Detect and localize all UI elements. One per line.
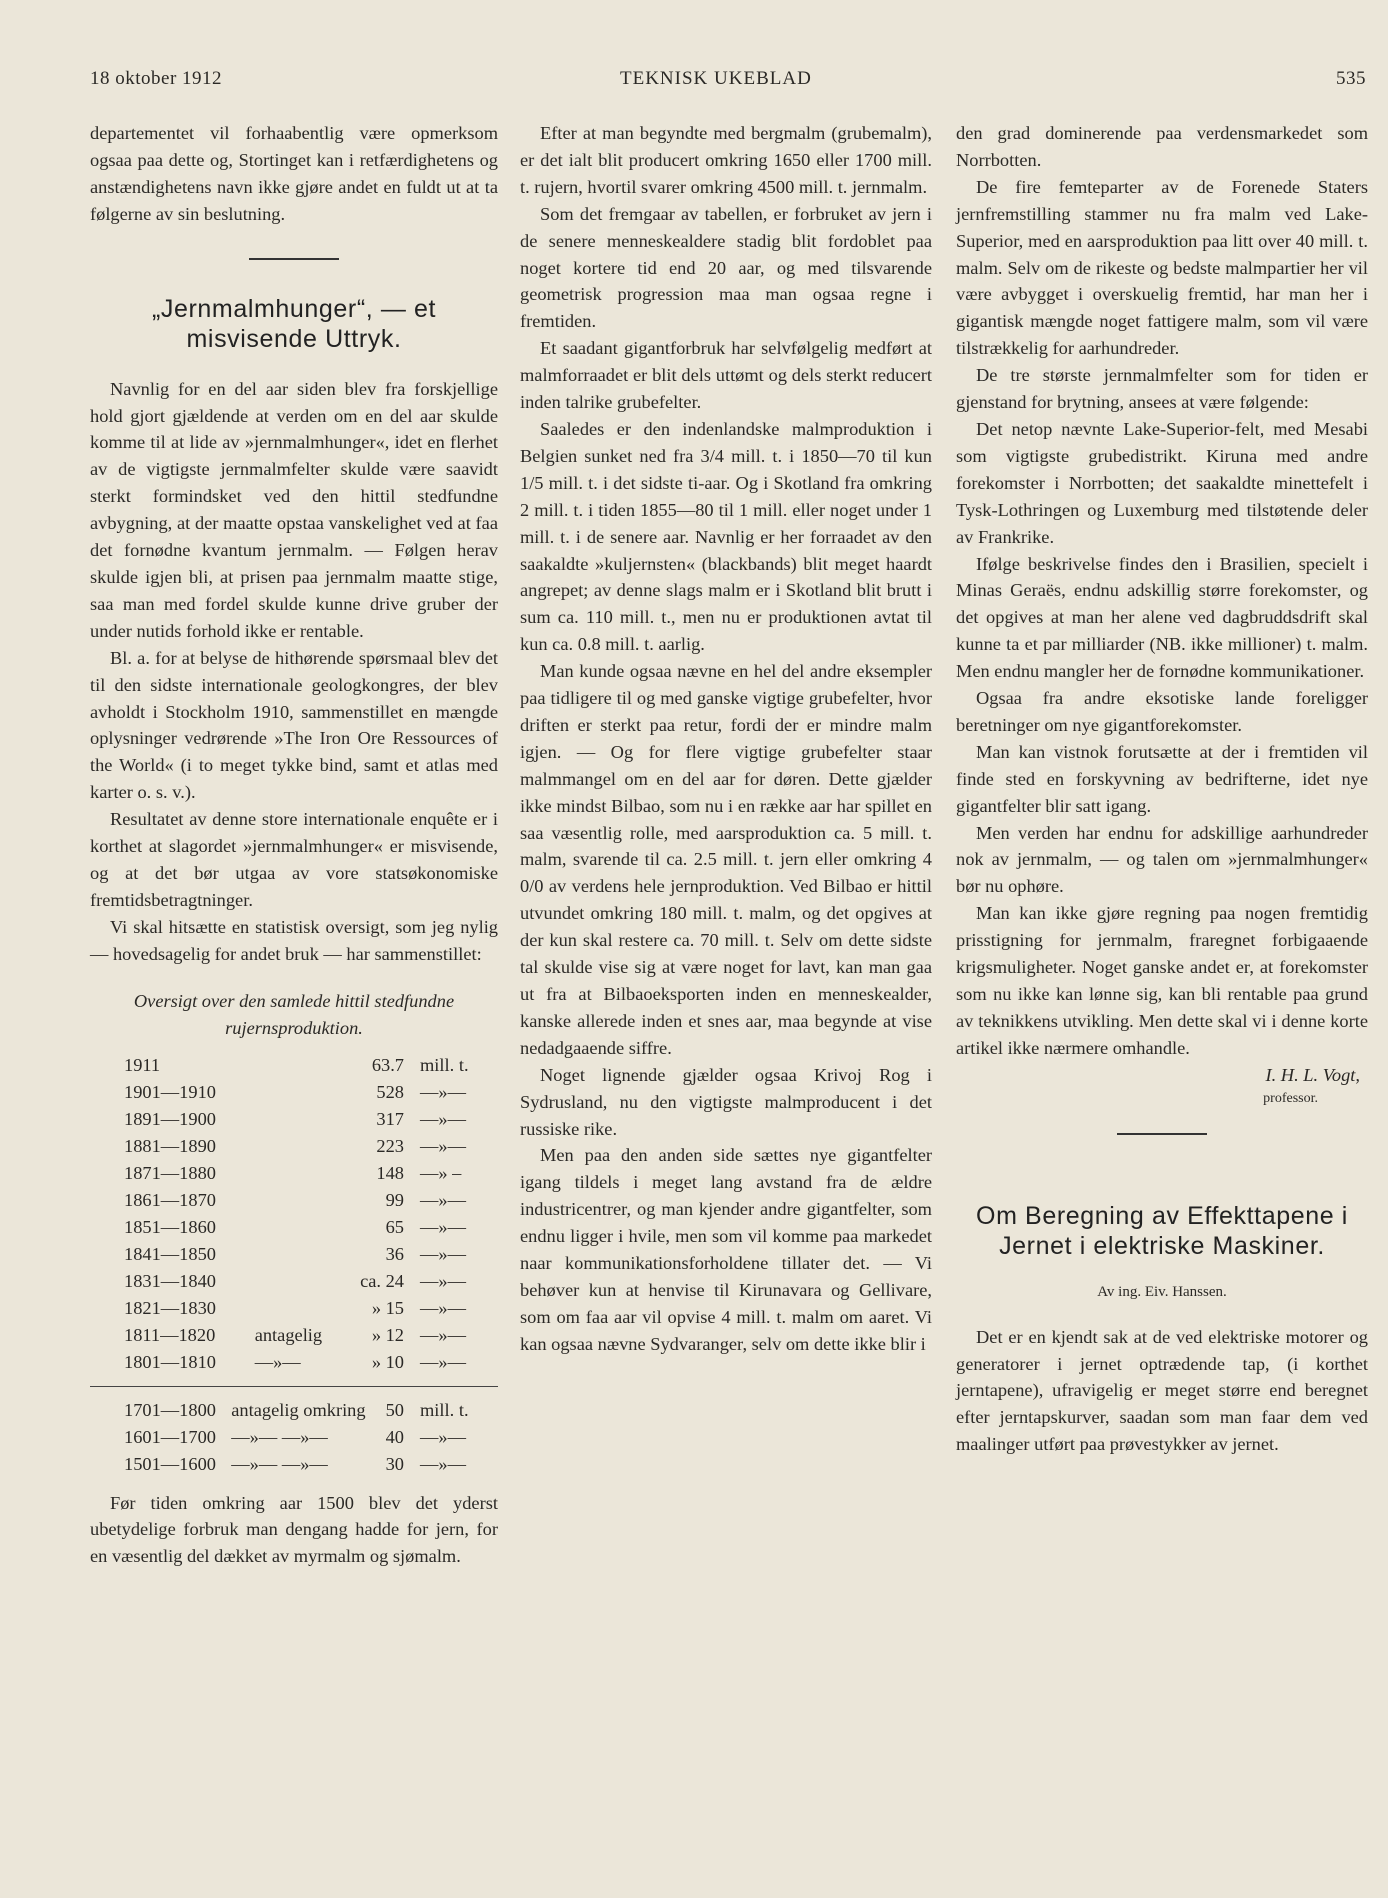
- row-value: ca. 24: [360, 1270, 404, 1291]
- row-note: [255, 1106, 343, 1133]
- row-value: 30: [385, 1453, 404, 1474]
- row-years: 1871—1880: [124, 1162, 216, 1183]
- row-note: —»—: [254, 1351, 301, 1372]
- row-years: 1911: [124, 1054, 161, 1075]
- table-row: [90, 1133, 498, 1160]
- row-unit: —»—: [420, 1297, 466, 1318]
- table-caption: Oversigt over den samlede hittil stedfundne rujernsproduktion.: [133, 990, 455, 1038]
- row-note: [255, 1214, 343, 1241]
- row-years: 1841—1850: [124, 1243, 216, 1264]
- paragraph: Et saadant gigantforbruk har selvfølgelig medført at malmforraadet er blit dels uttømt og dels sterkt reducert inden talrike grubefelter.: [520, 338, 932, 413]
- paragraph: Saaledes er den indenlandske malmproduktion i Belgien sunket ned fra 3/4 mill. t. i 1850—70 til kun 1/5 mill. t. i det sidste ti-aar. Og i Skotland fra omkring 2 mill. t. i tiden 1855—80 til 1 mill. eller noget under 1 mill. t. i de senere aar. Navnlig er her forraadet av den saakaldte »kuljernsten« (blackbands) blit meget haardt angrepet; av denne slags malm er i Skotland blit brutt i sum ca. 110 mill. t., men nu er produktionen avtat til kun ca. 0.8 mill. t. aarlig.: [520, 418, 932, 655]
- paragraph: Man kan vistnok forutsætte at der i fremtiden vil finde sted en forskyvning av bedrifterne, idet nye gigantfelter blir satt igang.: [956, 741, 1368, 816]
- paragraph: Efter at man begyndte med bergmalm (grubemalm), er det ialt blit producert omkring 1650 eller 1700 mill. t. rujern, hvortil svarer omkring 4500 mill. t. jernmalm.: [520, 123, 932, 197]
- page-header: [90, 68, 1366, 98]
- row-years: 1891—1900: [124, 1108, 216, 1129]
- table-row: [90, 1349, 498, 1376]
- paragraph: Ifølge beskrivelse findes den i Brasilien, specielt i Minas Geraës, endnu adskillig større forekomster, og det opgives at man her alene ved dagbruddsdrift skal kunne ta et par milliarder (NB. ikke millioner) t. malm. Men endnu mangler her de fornødne kommunikationer.: [956, 553, 1368, 682]
- paragraph: Før tiden omkring aar 1500 blev det yderst ubetydelige forbruk man dengang hadde for jern, for en væsentlig del dækket av myrmalm og sjømalm.: [90, 1492, 498, 1567]
- paragraph: departementet vil forhaabentlig være opmerksom ogsaa paa dette og, Stortinget kan i retfærdighetens og anstændighetens navn ikke gjøre andet en fuldt ut at ta følgerne av sin beslutning.: [90, 123, 498, 224]
- paragraph: Resultatet av denne store internationale enquête er i korthet at slagordet »jernmalmhunger« er misvisende, og at det bør utgaa av vore statsøkonomiske fremtidsbetragtninger.: [90, 809, 498, 910]
- table-row: [90, 1451, 498, 1478]
- row-unit: mill. t.: [420, 1399, 469, 1420]
- paragraph: Ogsaa fra andre eksotiske lande foreligger beretninger om nye gigantforekomster.: [956, 688, 1368, 735]
- row-years: 1701—1800: [124, 1399, 216, 1420]
- issue-date: 18 oktober 1912: [90, 68, 223, 89]
- row-years: 1821—1830: [124, 1297, 216, 1318]
- row-note: [255, 1295, 343, 1322]
- article-title: Om Beregning av Effekttapene i Jernet i elektriske Maskiner.: [976, 1201, 1348, 1260]
- row-value: 63.7: [371, 1054, 404, 1075]
- row-years: 1901—1910: [124, 1081, 216, 1102]
- row-years: 1801—1810: [124, 1351, 216, 1372]
- table-row: [90, 1424, 498, 1451]
- table-row: [90, 1322, 498, 1349]
- paragraph: Det er en kjendt sak at de ved elektriske motorer og generatorer i jernet optrædende tap, (i korthet jerntapene), ufravigelig er meget større end beregnet efter jerntapskurver, saadan som man faar dem ved maalinger utført paa prøvestykker av jernet.: [956, 1326, 1368, 1455]
- article-title: „Jernmalmhunger“, — et misvisende Uttryk.: [151, 294, 437, 353]
- row-note: —»— —»—: [231, 1426, 328, 1447]
- row-value: » 15: [371, 1297, 404, 1318]
- row-note: [255, 1268, 343, 1295]
- paragraph: Navnlig for en del aar siden blev fra forskjellige hold gjort gjældende at verden om en del aar skulde komme til at lide av »jernmalmhunger«, idet en flerhet av de vigtigste jernmalmfelter skulde være saavidt sterkt formindsket ved den hittil stedfundne avbygning, at der maatte opstaa vanskelighet ved at faa det fornødne kvantum jernmalm. — Følgen herav skulde igjen bli, at prisen paa jernmalm maatte stige, saa man med fordel skulde kunne drive gruber der under nutids forhold ikke er rentable.: [90, 378, 498, 641]
- paragraph: Bl. a. for at belyse de hithørende spørsmaal blev det til den sidste internationale geologkongres, der blev avholdt i Stockholm 1910, sammenstillet en mængde oplysninger vedrørende »The Iron Ore Ressources of the World« (i to meget tykke bind, samt et atlas med karter o. s. v.).: [90, 647, 498, 803]
- row-value: 50: [385, 1399, 404, 1420]
- row-value: » 10: [371, 1351, 404, 1372]
- journal-name: TEKNISK UKEBLAD: [620, 68, 812, 89]
- row-unit: —»—: [420, 1324, 466, 1345]
- row-value: » 12: [371, 1324, 404, 1345]
- table-row: [90, 1214, 498, 1241]
- table-row: [90, 1295, 498, 1322]
- table-row: [90, 1079, 498, 1106]
- page-number: 535: [1336, 68, 1366, 89]
- row-unit: —»—: [420, 1081, 466, 1102]
- table-rule: [90, 1386, 498, 1387]
- paragraph: Noget lignende gjælder ogsaa Krivoj Rog i Sydrusland, nu den vigtigste malmproducent i det russiske rike.: [520, 1064, 932, 1139]
- row-note: [255, 1052, 343, 1079]
- row-unit: —»—: [420, 1216, 466, 1237]
- table-row: [90, 1106, 498, 1133]
- row-years: 1501—1600: [124, 1453, 216, 1474]
- table-row: [90, 1241, 498, 1268]
- row-years: 1811—1820: [124, 1324, 216, 1345]
- paragraph: Men verden har endnu for adskillige aarhundreder nok av jernmalm, — og talen om »jernmalmhunger« bør nu ophøre.: [956, 822, 1368, 897]
- row-unit: —»—: [420, 1270, 466, 1291]
- author-signature: I. H. L. Vogt,: [1265, 1064, 1360, 1085]
- article-byline: Av ing. Eiv. Hanssen.: [1097, 1283, 1227, 1300]
- author-title: professor.: [1263, 1090, 1318, 1106]
- row-years: 1601—1700: [124, 1426, 216, 1447]
- paragraph: De fire femteparter av de Forenede Staters jernfremstilling stammer nu fra malm ved Lake-Superior, med en aarsproduktion paa litt over 40 mill. t. malm. Selv om de rikeste og bedste malmpartier her vil være avbygget i overskuelig fremtid, har man her i gigantisk mængde noget fattigere malm, som vil være tilstrækkelig for aarhundreder.: [956, 176, 1368, 359]
- row-note: antagelig omkring: [231, 1399, 366, 1420]
- table-row: [90, 1160, 498, 1187]
- row-years: 1831—1840: [124, 1270, 216, 1291]
- row-unit: —»—: [420, 1108, 466, 1129]
- paragraph: Man kan ikke gjøre regning paa nogen fremtidig prisstigning for jernmalm, fraregnet forbigaaende krigsmuligheter. Noget ganske andet er, at forekomster som nu ikke kan lønne sig, kan bli rentable paa grund av teknikkens utvikling. Men dette skal vi i denne korte artikel ikke nærmere omhandle.: [956, 903, 1368, 1058]
- row-note: [255, 1079, 343, 1106]
- row-value: 223: [376, 1135, 404, 1156]
- row-value: 317: [376, 1108, 404, 1129]
- paragraph: Vi skal hitsætte en statistisk oversigt, som jeg nylig — hovedsagelig for andet bruk — har sammenstillet:: [90, 916, 498, 964]
- row-unit: —»—: [420, 1453, 466, 1474]
- paragraph: Man kunde ogsaa nævne en hel del andre eksempler paa tidligere til og med ganske vigtige grubefelter, hvor driften er sterkt paa retur, fordi der er mindre malm igjen. — Og for flere vigtige grubefelter staar malmmangel om en del aar for døren. Dette gjælder ikke mindst Bilbao, som nu i en række aar har spillet en saa væsentlig rolle, med aarsproduktion ca. 5 mill. t. malm, svarende til ca. 2.5 mill. t. jern eller omkring 4 0/0 av verdens hele jernproduktion. Ved Bilbao er hittil utvundet omkring 180 mill. t. malm, og det opgives at der kun skal restere ca. 70 mill. t. Selv om dette sidste tal skulde vise sig at være noget for lavt, kan man gaa ut fra at Bilbaoeksporten inden en menneskealder, kanske allerede inden et snes aar, maa begynde at vise nedadgaaende siffre.: [520, 661, 932, 1058]
- row-unit: —» –: [420, 1162, 462, 1183]
- row-value: 36: [385, 1243, 404, 1264]
- column-3: [956, 120, 1368, 1458]
- paragraph: De tre største jernmalmfelter som for tiden er gjenstand for brytning, ansees at være følgende:: [956, 365, 1368, 413]
- column-2: [520, 120, 932, 1358]
- row-value: 148: [376, 1162, 404, 1183]
- row-value: 99: [385, 1189, 404, 1210]
- table-row: [90, 1052, 498, 1079]
- row-value: 528: [376, 1081, 404, 1102]
- row-years: 1861—1870: [124, 1189, 216, 1210]
- paragraph: den grad dominerende paa verdensmarkedet som Norrbotten.: [956, 123, 1368, 170]
- row-unit: —»—: [420, 1135, 466, 1156]
- column-1: [90, 120, 498, 1570]
- row-unit: —»—: [420, 1243, 466, 1264]
- row-value: 65: [385, 1216, 404, 1237]
- paragraph: Det netop nævnte Lake-Superior-felt, med Mesabi som vigtigste grubedistrikt. Kiruna med andre forekomster i Norrbotten; det saakaldte minettefelt i Tysk-Lothringen og Luxemburg med tilstøtende deler av Frankrike.: [956, 418, 1368, 547]
- row-unit: mill. t.: [420, 1054, 469, 1075]
- table-row: [90, 1268, 498, 1295]
- row-unit: —»—: [420, 1426, 466, 1447]
- article-divider: [249, 258, 339, 260]
- article-divider: [1117, 1133, 1207, 1135]
- paragraph: Som det fremgaar av tabellen, er forbruket av jern i de senere menneskealdere stadig blit fordoblet paa noget kortere tid end 20 aar, og med tilsvarende geometrisk progression maa man ogsaa regne i fremtiden.: [520, 203, 932, 332]
- production-table-early: [90, 1397, 498, 1478]
- row-unit: —»—: [420, 1351, 466, 1372]
- production-table: [90, 1052, 498, 1376]
- row-years: 1881—1890: [124, 1135, 216, 1156]
- row-note: —»— —»—: [231, 1453, 328, 1474]
- row-note: [255, 1187, 343, 1214]
- row-note: [255, 1241, 343, 1268]
- table-row: [90, 1397, 498, 1424]
- row-note: [255, 1133, 343, 1160]
- row-unit: —»—: [420, 1189, 466, 1210]
- table-row: [90, 1187, 498, 1214]
- row-years: 1851—1860: [124, 1216, 216, 1237]
- row-note: antagelig: [254, 1324, 323, 1345]
- paragraph: Men paa den anden side sættes nye gigantfelter igang tildels i meget lang avstand fra de ældre industricentrer, og man kjender andre gigantfelter, som endnu ligger i hvile, men som vil komme paa markedet naar kommunikationsforholdene tillater det. — Vi behøver kun at henvise til Kirunavara og Gellivare, som om faa aar vil opvise 4 mill. t. malm om aaret. Vi kan ogsaa nævne Sydvaranger, selv om dette ikke blir i: [520, 1145, 932, 1354]
- row-note: [255, 1160, 343, 1187]
- row-value: 40: [385, 1426, 404, 1447]
